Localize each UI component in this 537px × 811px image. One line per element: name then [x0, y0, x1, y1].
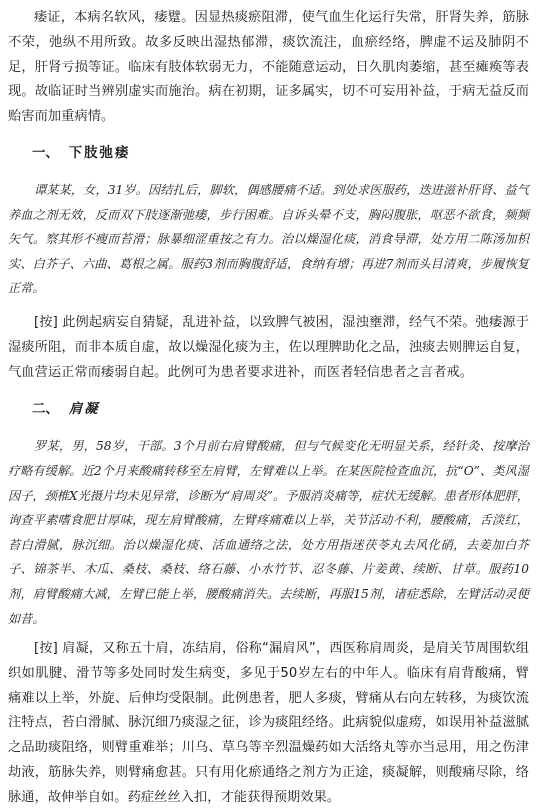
section-two-case-text: 罗某，男，58岁，干部。3个月前右肩臂酸痛，但与气候变化无明显关系，经针灸、按摩治疗略有缓解。近2个月来酸痛转移至左肩臂，左臂难以上举。在某医院检查血沉，抗“O”、类风湿因子，颈椎X光摄片均未见异常，诊断为“肩周炎”。予服消炎痛等，症状无缓解。患者形体肥胖，询查平素嗜食肥甘厚味，现左肩臂酸痛，左臂疼痛难以上举，关节活动不利，腰酸痛，舌淡红，苔白滑腻，脉沉细。治以燥湿化痰、活血通络之法，处方用指迷茯苓丸去风化硝，去姜加白芥子、锦茶半、木瓜、桑枝、桑枝、络石藤、小水竹节、忍冬藤、片姜黄、续断、甘草。服药10剂，肩臂酸痛大减，左臂已能上举，腰酸痛消失。去续断，再服15剂，诸症悉除，左臂活动灵便如昔。	[8, 439, 529, 626]
section-one-heading	[32, 142, 529, 166]
section-one-title: 下肢弛痿	[68, 145, 131, 161]
section-one-number: 一、	[32, 145, 59, 161]
intro-paragraph: 痿证，本病名软风，痿躄。因显热痰瘀阻滞，使气血生化运行失常，肝肾失养，筋脉不荣，弛纵不用所致。故多反映出湿热郁滞，痰饮流注，血瘀经络，脾虚不运及肺阴不足，肝肾亏损等证。临床有肢体软弱无力，不能随意运动，日久肌肉萎缩，甚至瘫痪等表现。故临证时当辨别虚实而施治。病在初期，证多属实，切不可妄用补益，于病无益反而贻害而加重病情。	[8, 10, 529, 125]
section-one-case-text: 谭某某，女，31岁。因结扎后，脚软，偶感腰痛不适。到处求医服药，迭进滋补肝肾、益气养血之剂无效，反而双下肢逐渐弛痿，步行困难。自诉头晕不支，胸闷腹胀，呕恶不欲食，频频矢气。察其形不瘦而苔滑；脉暴细涩重按之有力。治以燥湿化痰，消食导滞，处方用二陈汤加枳实、白芥子、六曲、葛根之属。服药3剂而胸腹舒适，食纳有增；再进7剂而头目清爽，步履恢复正常。	[8, 182, 529, 296]
section-two-heading	[32, 397, 529, 422]
section-two-number: 二、	[32, 402, 59, 418]
section-two-commentary: [按] 肩凝，又称五十肩，冻结肩，俗称“漏肩风”，西医称肩周炎，是肩关节周围软组织如肌腱、滑节等多处同时发生病变，多见于50岁左右的中年人。临床有肩背酸痛，臂痛难以上举，外旋、后伸均受限制。此例患者，肥人多痰，臂痛从右向左转移，为痰饮流注特点，苔白滑腻、脉沉细乃痰湿之征，诊为痰阻经络。此病貌似虚痨，如误用补益滋腻之品助痰阻络，则臂重难举；川乌、草乌等辛烈温燥药如大活络丸等亦当忌用，用之伤津劫液，筋脉失养，则臂痛愈甚。只有用化瘀通络之剂方为正途，痰凝解，则酸痛尽除，络脉通，故伸举自如。药症丝丝入扣，才能获得预期效果。	[8, 641, 529, 805]
section-one-commentary: [按] 此例起病妄自猜疑，乱进补益，以致脾气被困，湿浊壅滞，经气不荣。弛痿源于湿痰所阻，而非本质自虚，故以燥湿化痰为主，佐以理脾助化之品，浊痰去则脾运自复，气血营运正常而痿弱自起。此例可为患者要求进补，而医者轻信患者之言者戒。	[8, 314, 529, 380]
spacer	[8, 301, 529, 311]
section-two-title: 肩凝	[68, 401, 100, 418]
